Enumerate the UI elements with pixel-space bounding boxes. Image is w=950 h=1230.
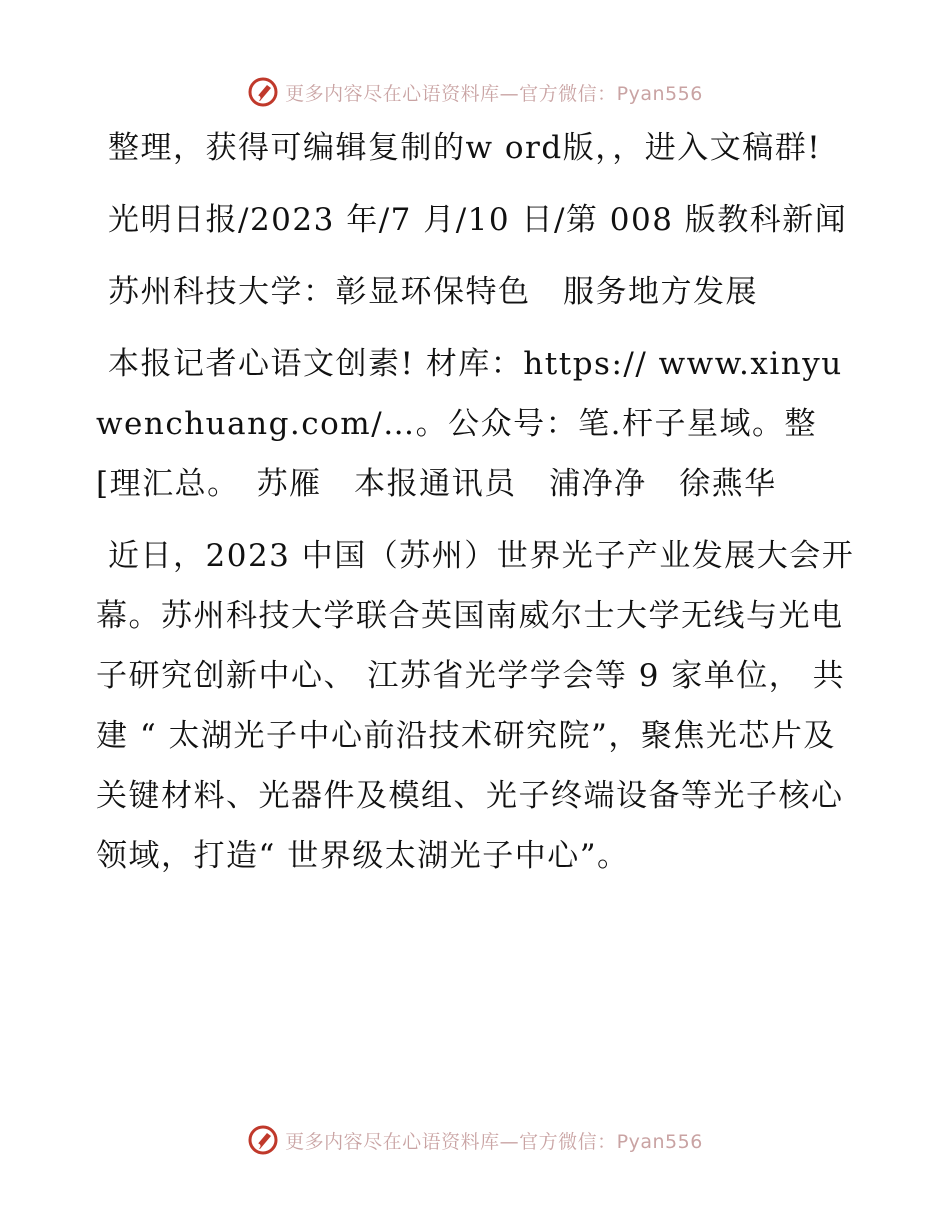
footer-watermark-banner bbox=[0, 1120, 950, 1160]
article-paragraph: 近日，2023 中国（苏州）世界光子产业发展大会开幕。苏州科技大学联合英国南威尔士大学无线与光电子研究创新中心、 江苏省光学学会等 9 家单位， 共建 “ 太湖光子中心前沿技术研究院”，聚焦光芯片及关键材料、光器件及模组、光子终端设备等光子核心领域，打造“ 世界级太湖光子中心”。 bbox=[96, 538, 855, 874]
footer-watermark-text: 更多内容尽在心语资料库—官方微信：Pyan556 bbox=[285, 1130, 703, 1153]
pen-logo-icon bbox=[247, 1124, 279, 1156]
header-watermark-text: 更多内容尽在心语资料库—官方微信：Pyan556 bbox=[285, 82, 703, 105]
header-watermark-banner bbox=[0, 72, 950, 112]
document-body bbox=[96, 118, 856, 898]
article-title: 苏州科技大学：彰显环保特色 服务地方发展 bbox=[108, 274, 758, 310]
byline: 本报记者心语文创素! 材库：https:// www.xinyuwenchuang.com/…。公众号：笔.杆子星域。整[理汇总。 苏雁 本报通讯员 浦净净 徐燕华 bbox=[96, 346, 843, 502]
intro-note: 整理，获得可编辑复制的w ord版，，进入文稿群! bbox=[108, 130, 822, 166]
source-line: 光明日报/2023 年/7 月/10 日/第 008 版教科新闻 bbox=[108, 202, 848, 238]
pen-logo-icon bbox=[247, 76, 279, 108]
